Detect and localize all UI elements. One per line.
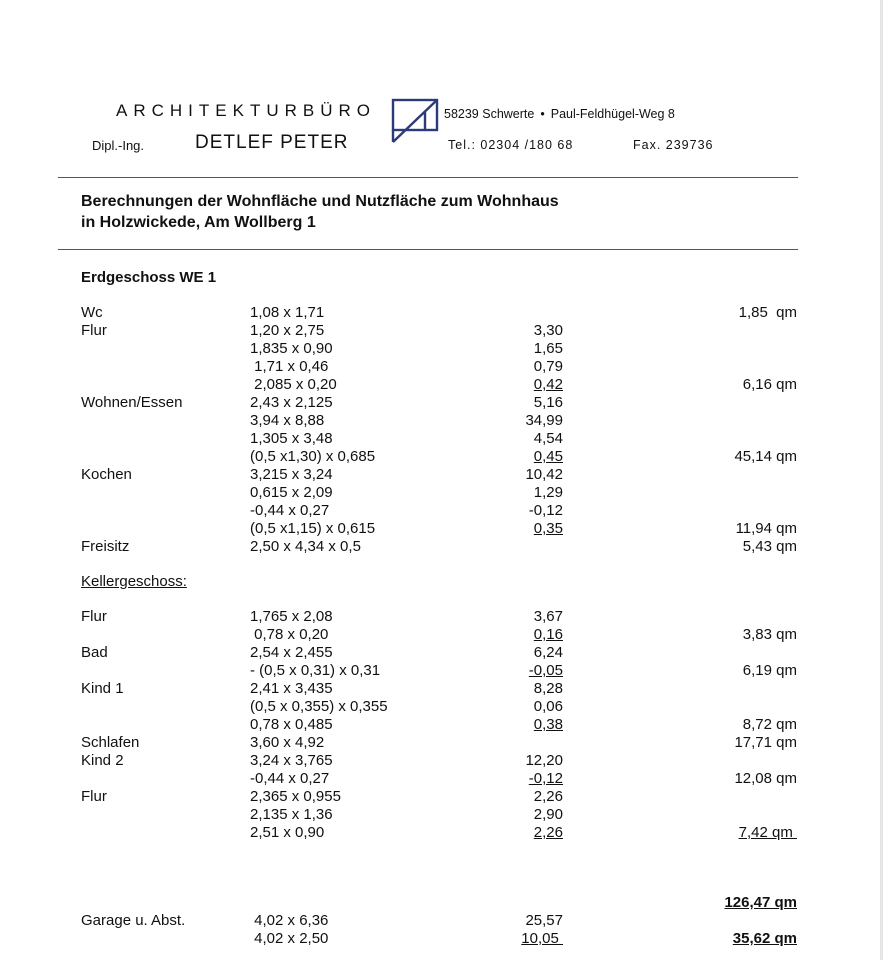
row-label: Schlafen: [81, 734, 140, 751]
row-value: 3,67: [533, 608, 563, 625]
table-row: [0, 770, 883, 788]
table-row: [0, 912, 883, 930]
table-row: [0, 340, 883, 358]
row-calculation: 1,835 x 0,90: [250, 340, 333, 357]
table-row: [0, 824, 883, 842]
address-line: [444, 107, 675, 121]
row-total: 12,08 qm: [734, 770, 797, 787]
row-label: Kochen: [81, 466, 132, 483]
row-total: 126,47 qm: [724, 894, 797, 911]
row-calculation: 1,08 x 1,71: [250, 304, 325, 321]
table-row: [0, 484, 883, 502]
row-calculation: (0,5 x 0,355) x 0,355: [250, 698, 388, 715]
doc-title-line2: in Holzwickede, Am Wollberg 1: [81, 214, 316, 231]
row-total: 7,42 qm: [738, 824, 797, 841]
table-row: [0, 520, 883, 538]
section-erdgeschoss: Erdgeschoss WE 1: [81, 269, 217, 286]
row-calculation: 0,615 x 2,09: [250, 484, 333, 501]
row-calculation: 2,54 x 2,455: [250, 644, 333, 661]
row-calculation: 1,305 x 3,48: [250, 430, 333, 447]
row-total: 8,72 qm: [742, 716, 797, 733]
table-row: [0, 502, 883, 520]
section-kellergeschoss: Kellergeschoss:: [81, 573, 187, 590]
row-calculation: 0,78 x 0,20: [250, 626, 329, 643]
row-label: Wc: [81, 304, 103, 321]
doc-title-line1: Berechnungen der Wohnfläche und Nutzfläche zum Wohnhaus: [81, 193, 559, 210]
row-label: Flur: [81, 608, 107, 625]
row-total: 3,83 qm: [742, 626, 797, 643]
row-calculation: 2,365 x 0,955: [250, 788, 341, 805]
row-value: 10,42: [525, 466, 563, 483]
row-calculation: (0,5 x1,30) x 0,685: [250, 448, 376, 465]
row-value: 0,79: [533, 358, 563, 375]
row-calculation: -0,44 x 0,27: [250, 770, 330, 787]
row-calculation: 1,765 x 2,08: [250, 608, 333, 625]
row-value: 0,35: [533, 520, 563, 537]
letterhead-divider: [58, 177, 798, 178]
table-row: [0, 644, 883, 662]
row-value: 3,30: [533, 322, 563, 339]
row-label: Flur: [81, 322, 107, 339]
row-label: Garage u. Abst.: [81, 912, 186, 929]
row-value: 6,24: [533, 644, 563, 661]
row-value: 12,20: [525, 752, 563, 769]
row-value: 34,99: [525, 412, 563, 429]
fax-number: Fax. 239736: [633, 138, 714, 152]
table-row: [0, 626, 883, 644]
table-row: [0, 930, 883, 948]
row-calculation: 3,24 x 3,765: [250, 752, 333, 769]
row-calculation: -0,44 x 0,27: [250, 502, 330, 519]
title-divider: [58, 249, 798, 250]
row-total: 45,14 qm: [734, 448, 797, 465]
row-total: 5,43 qm: [742, 538, 797, 555]
row-calculation: 2,43 x 2,125: [250, 394, 333, 411]
row-value: 0,06: [533, 698, 563, 715]
row-calculation: 2,41 x 3,435: [250, 680, 333, 697]
table-row: [0, 304, 883, 322]
table-row: [0, 412, 883, 430]
firm-logo: [391, 98, 441, 144]
table-row: [0, 448, 883, 466]
row-total: 17,71 qm: [734, 734, 797, 751]
row-label: Flur: [81, 788, 107, 805]
table-row: [0, 788, 883, 806]
row-value: 2,26: [533, 824, 563, 841]
row-calculation: 2,50 x 4,34 x 0,5: [250, 538, 361, 555]
row-value: 0,45: [533, 448, 563, 465]
row-value: 0,42: [533, 376, 563, 393]
row-value: 0,38: [533, 716, 563, 733]
row-calculation: 3,94 x 8,88: [250, 412, 325, 429]
row-calculation: 2,51 x 0,90: [250, 824, 325, 841]
row-value: 0,16: [533, 626, 563, 643]
row-value: 4,54: [533, 430, 563, 447]
table-row: [0, 894, 883, 912]
row-value: -0,05: [528, 662, 563, 679]
row-calculation: 1,71 x 0,46: [250, 358, 329, 375]
table-row: [0, 806, 883, 824]
table-row: [0, 538, 883, 556]
table-row: [0, 358, 883, 376]
row-total: 6,19 qm: [742, 662, 797, 679]
table-row: [0, 394, 883, 412]
row-label: Freisitz: [81, 538, 130, 555]
table-row: [0, 680, 883, 698]
table-row: [0, 466, 883, 484]
row-value: 1,29: [533, 484, 563, 501]
row-calculation: (0,5 x1,15) x 0,615: [250, 520, 376, 537]
phone-number: Tel.: 02304 /180 68: [448, 138, 574, 152]
row-label: Bad: [81, 644, 108, 661]
table-row: [0, 430, 883, 448]
row-value: 10,05: [521, 930, 563, 947]
table-row: [0, 698, 883, 716]
row-calculation: - (0,5 x 0,31) x 0,31: [250, 662, 381, 679]
table-row: [0, 752, 883, 770]
firm-title: ARCHITEKTURBÜRO: [116, 101, 377, 120]
row-value: -0,12: [528, 502, 563, 519]
row-calculation: 4,02 x 6,36: [250, 912, 329, 929]
table-row: [0, 608, 883, 626]
row-total: 6,16 qm: [742, 376, 797, 393]
row-calculation: 3,60 x 4,92: [250, 734, 325, 751]
row-value: 2,90: [533, 806, 563, 823]
table-row: [0, 662, 883, 680]
architect-name: DETLEF PETER: [195, 132, 349, 153]
table-row: [0, 734, 883, 752]
row-calculation: 3,215 x 3,24: [250, 466, 333, 483]
row-calculation: 2,135 x 1,36: [250, 806, 333, 823]
row-value: 5,16: [533, 394, 563, 411]
row-calculation: 1,20 x 2,75: [250, 322, 325, 339]
row-label: Wohnen/Essen: [81, 394, 183, 411]
row-value: 2,26: [533, 788, 563, 805]
separator-dot: •: [540, 107, 545, 121]
row-total: 11,94 qm: [735, 520, 797, 537]
table-row: [0, 322, 883, 340]
row-total: 35,62 qm: [732, 930, 797, 947]
row-value: 8,28: [533, 680, 563, 697]
row-calculation: 4,02 x 2,50: [250, 930, 329, 947]
address-street: Paul-Feldhügel-Weg 8: [550, 107, 675, 121]
row-value: 1,65: [533, 340, 563, 357]
row-total: 1,85 qm: [738, 304, 797, 321]
degree-label: Dipl.-Ing.: [92, 138, 145, 153]
row-label: Kind 1: [81, 680, 124, 697]
row-label: Kind 2: [81, 752, 124, 769]
row-calculation: 2,085 x 0,20: [250, 376, 337, 393]
row-value: -0,12: [528, 770, 563, 787]
row-calculation: 0,78 x 0,485: [250, 716, 333, 733]
table-row: [0, 376, 883, 394]
address-city: 58239 Schwerte: [444, 107, 535, 121]
row-value: 25,57: [525, 912, 563, 929]
table-row: [0, 716, 883, 734]
